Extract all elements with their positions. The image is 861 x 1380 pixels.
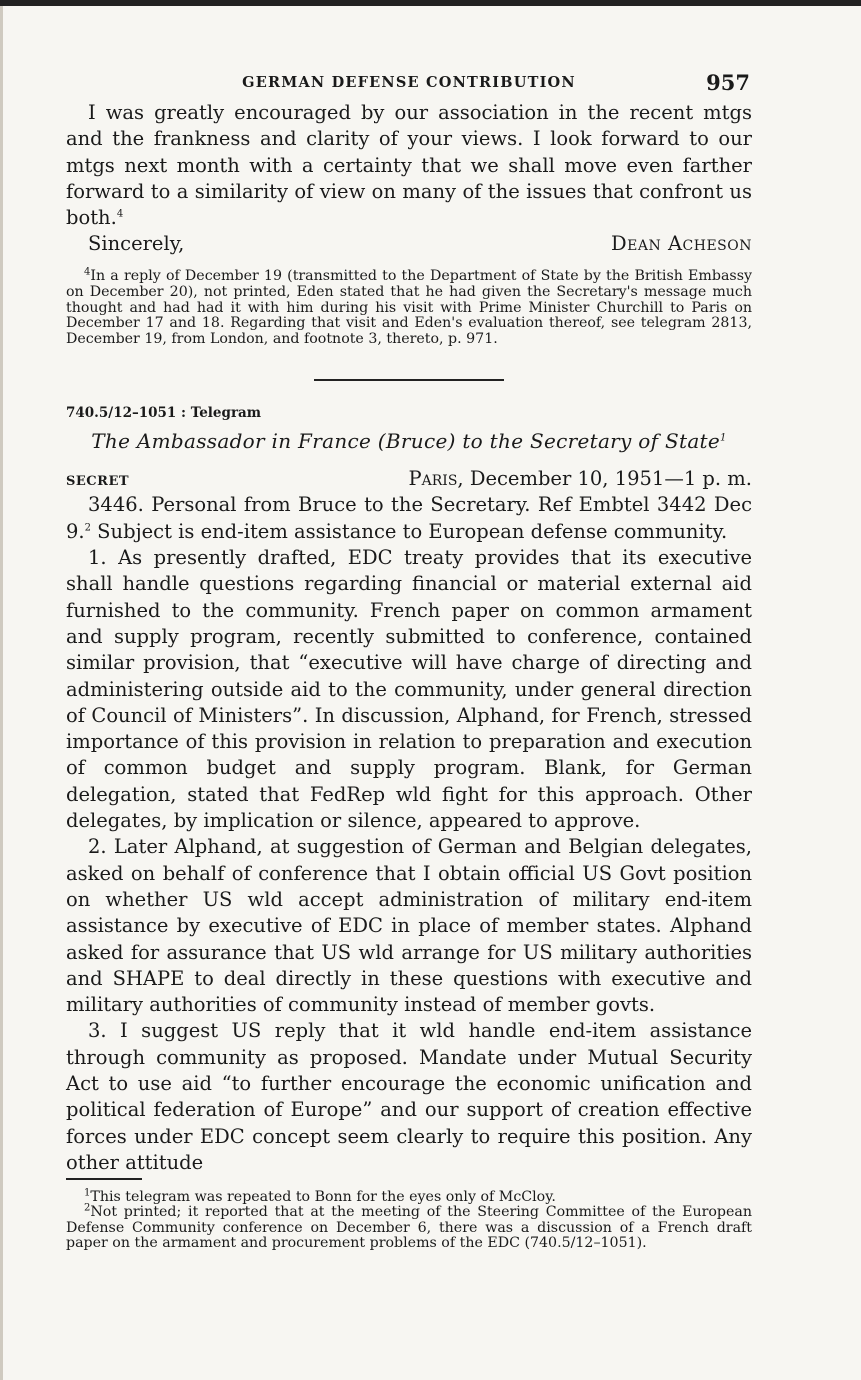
footnote-ref-4: 4 — [116, 208, 124, 220]
page-left-edge — [0, 6, 3, 1380]
paragraph-3: 3. I suggest US reply that it wld handle end-item assistance through community as proposed. Mandate under Mutual Security Act to use aid “to further encourage the economic unification and political federation of Europe” and our support of creation effective forces under EDC concept seem clearly to require this position. Any other attitude — [66, 1019, 752, 1174]
footnote-1-text: This telegram was repeated to Bonn for the eyes only of McCloy. — [90, 1188, 556, 1205]
footnote-ref-2: 2 — [84, 522, 91, 534]
footnote-2-text: Not printed; it reported that at the meeting of the Steering Committee of the European Defense Community conference on December 6, there was a discussion of a French draft paper on the armament and procurement problems of the EDC (740.5/12–1051). — [66, 1204, 752, 1252]
document-title-text: The Ambassador in France (Bruce) to the Secretary of State — [91, 429, 721, 454]
closing-paragraph — [66, 100, 752, 231]
footnote-separator — [66, 1178, 142, 1180]
footnote-2-marker: 2 — [84, 1202, 91, 1214]
paragraph-1: 1. As presently drafted, EDC treaty provides that its executive shall handle questions regarding financial or material external aid furnished to the community. French paper on common armament and supply program, recently submitted to conference, contained similar provision, that “executive will have charge of directing and administering outside aid to the community, under general direction of Council of Ministers”. In discussion, Alphand, for French, stressed importance of this provision in relation to preparation and execution of common budget and supply program. Blank, for German delegation, stated that FedRep wld fight for this approach. Other delegates, by implication or silence, appeared to approve. — [66, 546, 752, 833]
footnote-2 — [66, 1202, 752, 1252]
footnote-1 — [66, 1186, 752, 1206]
paragraph-2: 2. Later Alphand, at suggestion of German and Belgian delegates, asked on behalf of conference that I obtain official US Govt position on whether US wld accept administration of military end-item assistance by executive of EDC in place of member states. Alphand asked for assurance that US wld arrange for US military authorities and SHAPE to deal directly in these questions with executive and military authorities of community instead of member govts. — [66, 835, 752, 1017]
signoff-row — [66, 231, 752, 257]
footnote-1-marker: 1 — [84, 1186, 91, 1198]
page-top-border — [0, 0, 861, 6]
footnote-4-block — [66, 266, 752, 347]
page-number: 957 — [706, 70, 750, 95]
dateline — [409, 467, 752, 490]
signer-name: Dean Acheson — [611, 232, 752, 256]
document-title — [66, 429, 752, 453]
running-head: GERMAN DEFENSE CONTRIBUTION — [242, 74, 576, 91]
file-reference: 740.5/12–1051 : Telegram — [66, 405, 262, 422]
classification-label: SECRET — [66, 474, 130, 490]
footnote-4-text: In a reply of December 19 (transmitted to the Department of State by the British Embassy on December 20), not printed, Eden stated that he had given the Secretary's message much thought and had had it with him during his visit with Prime Minister Churchill to Paris on December 17 and 18. Regarding that visit and Eden's evaluation thereof, see telegram 2813, December 19, from London, and footnote 3, thereto, p. 971. — [66, 268, 752, 347]
opening-text-a: 3446. Personal from Bruce to the Secretary. Ref Embtel 3442 Dec 9. — [66, 493, 752, 543]
dateline-place: Paris, — [408, 467, 464, 491]
footnote-4 — [66, 266, 752, 347]
footnote-ref-1: 1 — [720, 432, 727, 444]
section-divider — [314, 379, 504, 381]
salutation: Sincerely, — [88, 232, 185, 256]
document-page — [66, 70, 752, 1252]
closing-paragraph-text: I was greatly encouraged by our association in the recent mtgs and the frankness and clarity of your views. I look forward to our mtgs next month with a certainty that we shall move even farther forward to a similarity of view on many of the issues that confront us both. — [66, 101, 752, 230]
dateline-date: December 10, 1951—1 p. m. — [469, 467, 752, 491]
footnote-4-marker: 4 — [84, 266, 91, 278]
document-meta-row — [66, 467, 752, 490]
page-header — [66, 70, 752, 100]
opening-text-b: Subject is end-item assistance to European defense community. — [90, 519, 728, 543]
opening-paragraph — [66, 492, 752, 545]
